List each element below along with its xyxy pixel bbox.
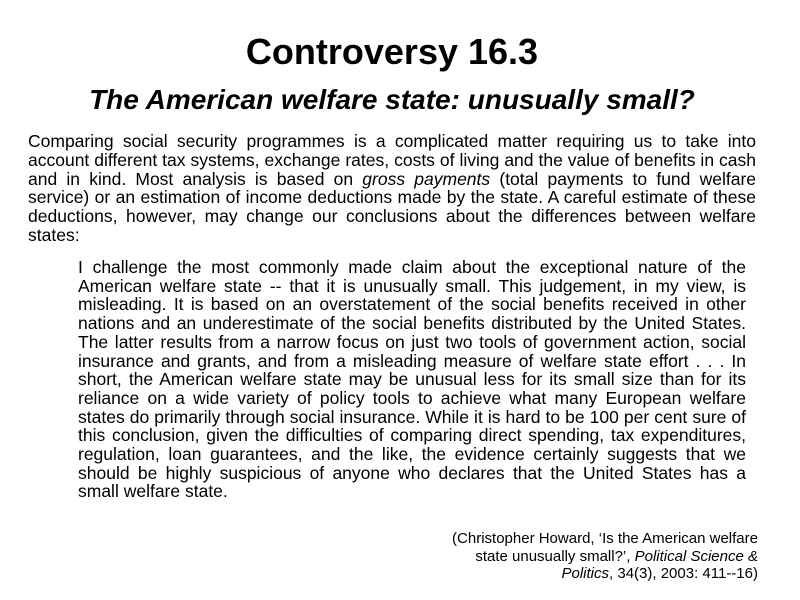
intro-text-end: (total payments to fund welfare service) or an estimation of income deductions made by the state. A careful estimate of these deductions, however, may change our conclusions about the differences between welfare states: [28, 168, 757, 245]
slide-title: Controversy 16.3 [245, 31, 539, 72]
citation [420, 530, 758, 583]
citation-text-start: (Christopher Howard, ‘Is the American welfare state unusually small?’, [452, 530, 758, 565]
block-quote: I challenge the most commonly made claim about the exceptional nature of the American welfare state -- that it is unusually small. This judgement, in my view, is misleading. It is based on an overstatement of the social benefits received in other nations and an underestimate of the social benefits distributed by the United States. The latter results from a narrow focus on just two tools of government action, social insurance and grants, and from a misleading measure of welfare state effort . . . In short, the American welfare state may be unusual less for its small size than for its reliance on a wide variety of policy tools to achieve what many European welfare states do primarily through social insurance. While it is hard to be 100 per cent sure of this conclusion, given the difficulties of comparing direct spending, tax expenditures, regulation, loan guarantees, and the like, the evidence certainly suggests that we should be highly suspicious of anyone who declares that the United States has a small welfare state. [78, 257, 746, 502]
intro-text-start: Comparing social security programmes is a complicated matter requiring us to take into account different tax systems, exchange rates, costs of living and the value of benefits in cash and in kind. Most analysis is based on [28, 131, 756, 189]
citation-journal: Political Science & Politics [561, 547, 758, 582]
intro-italic-term: gross payments [362, 168, 491, 189]
slide-subtitle: The American welfare state: unusually small? [89, 84, 695, 115]
citation-text-end: , 34(3), 2003: 411--16) [609, 565, 758, 582]
intro-paragraph [28, 132, 756, 245]
